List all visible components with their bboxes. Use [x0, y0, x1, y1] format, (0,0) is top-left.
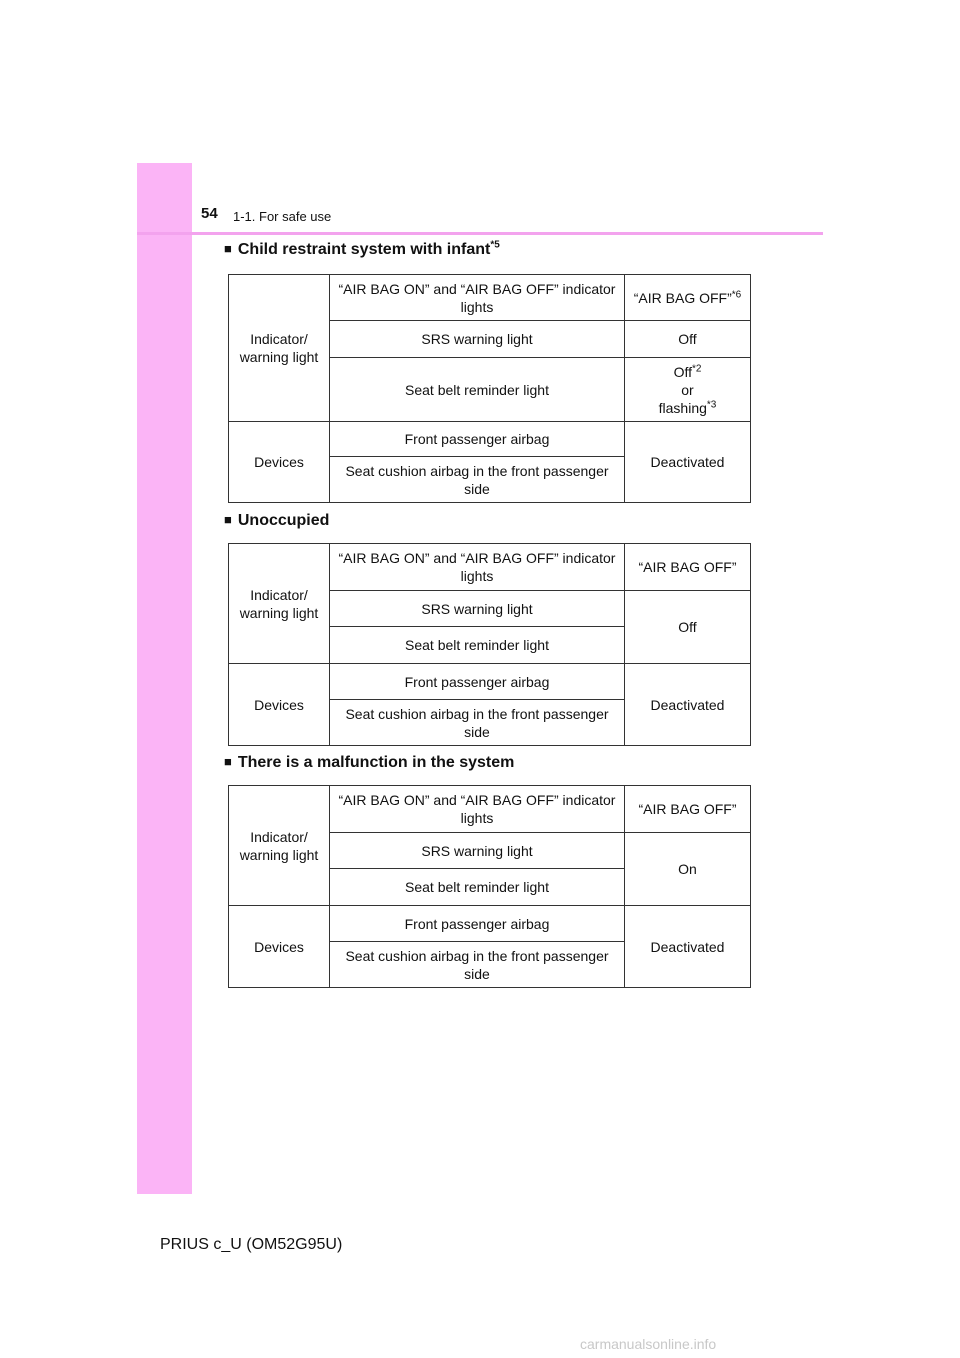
square-bullet-icon: ■ — [224, 241, 232, 256]
srs-label: SRS warning light — [330, 833, 625, 869]
airbag-lights-value: “AIR BAG OFF” — [625, 544, 751, 591]
seatbelt-label: Seat belt reminder light — [330, 869, 625, 906]
section-heading-unoccupied: ■ Unoccupied — [224, 512, 330, 529]
front-airbag-label: Front passenger airbag — [330, 422, 625, 457]
section-heading-child-restraint: ■ Child restraint system with infant$^{*5}$ — [224, 239, 500, 258]
front-airbag-label: Front passenger airbag — [330, 664, 625, 700]
srs-label: SRS warning light — [330, 591, 625, 627]
airbag-lights-label: “AIR BAG ON” and “AIR BAG OFF” indicator lights — [330, 544, 625, 591]
seat-cushion-label: Seat cushion airbag in the front passenger side — [330, 457, 625, 503]
section-heading-malfunction: ■ There is a malfunction in the system — [224, 754, 515, 771]
srs-seatbelt-value: Off — [625, 591, 751, 664]
header-rule — [137, 232, 823, 235]
devices-label: Devices — [229, 664, 330, 746]
airbag-lights-label: “AIR BAG ON” and “AIR BAG OFF” indicator lights — [330, 275, 625, 321]
devices-label: Devices — [229, 422, 330, 503]
srs-label: SRS warning light — [330, 321, 625, 358]
footnote-ref: *5 — [490, 239, 500, 251]
srs-value: Off — [625, 321, 751, 358]
spec-table-unoccupied — [228, 543, 751, 746]
sidebar-tab — [137, 163, 192, 1194]
srs-seatbelt-value: On — [625, 833, 751, 906]
devices-value: Deactivated — [625, 664, 751, 746]
seatbelt-label: Seat belt reminder light — [330, 627, 625, 664]
indicator-label: Indicator/ warning light — [229, 786, 330, 906]
seatbelt-label: Seat belt reminder light — [330, 358, 625, 422]
airbag-lights-value: “AIR BAG OFF”$^{*6}$ — [625, 275, 751, 321]
seat-cushion-label: Seat cushion airbag in the front passenger side — [330, 700, 625, 746]
spec-table-child-restraint — [228, 274, 751, 503]
footer-model: PRIUS c_U (OM52G95U) — [160, 1236, 343, 1253]
devices-value: Deactivated — [625, 422, 751, 503]
indicator-label: Indicator/ warning light — [229, 275, 330, 422]
watermark: carmanualsonline.info — [580, 1336, 717, 1352]
airbag-lights-value: “AIR BAG OFF” — [625, 786, 751, 833]
square-bullet-icon: ■ — [224, 754, 232, 769]
section-title: 1-1. For safe use — [233, 209, 332, 224]
seat-cushion-label: Seat cushion airbag in the front passenger side — [330, 942, 625, 988]
devices-value: Deactivated — [625, 906, 751, 988]
spec-table-malfunction — [228, 785, 751, 988]
front-airbag-label: Front passenger airbag — [330, 906, 625, 942]
airbag-lights-label: “AIR BAG ON” and “AIR BAG OFF” indicator lights — [330, 786, 625, 833]
devices-label: Devices — [229, 906, 330, 988]
seatbelt-value: Off$^{*2}$ or flashing$^{*3}$ — [625, 358, 751, 422]
indicator-label: Indicator/ warning light — [229, 544, 330, 664]
page-number: 54 — [201, 205, 218, 222]
square-bullet-icon: ■ — [224, 512, 232, 527]
